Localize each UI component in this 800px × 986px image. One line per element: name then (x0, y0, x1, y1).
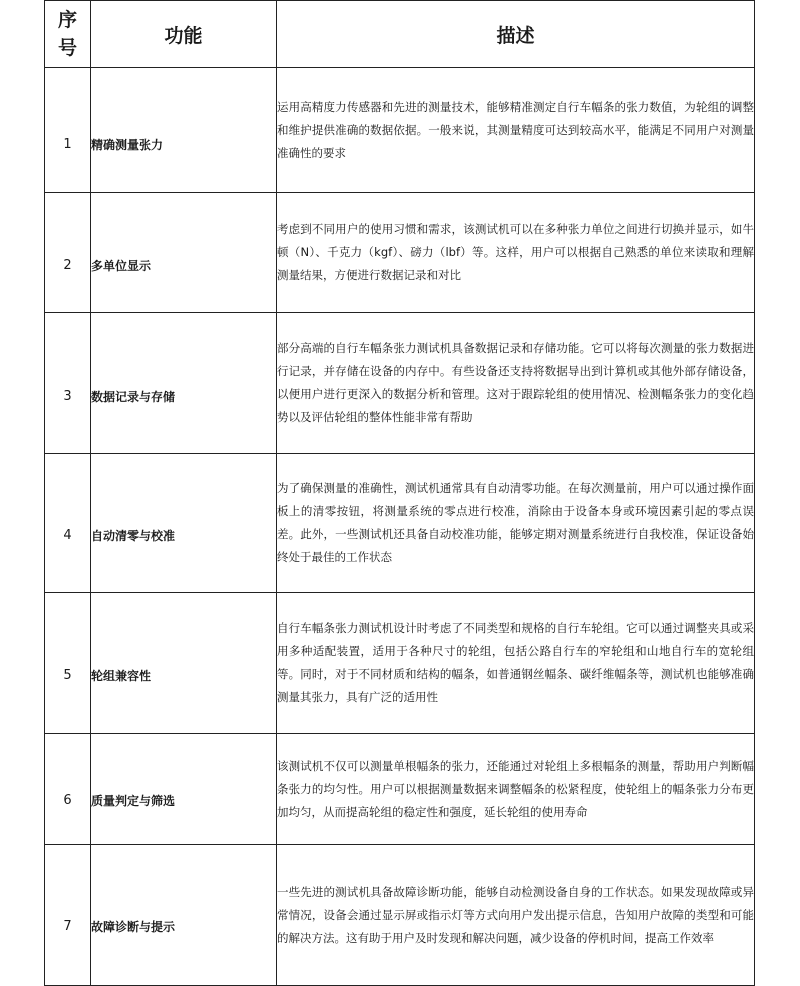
row-function: 自动清零与校准 (91, 454, 277, 593)
feature-table (44, 0, 755, 986)
table-row (45, 313, 755, 454)
row-description: 考虑到不同用户的使用习惯和需求，该测试机可以在多种张力单位之间进行切换并显示，如牛顿（N）、千克力（kgf）、磅力（lbf）等。这样，用户可以根据自己熟悉的单位来读取和理解测量结果，方便进行数据记录和对比 (277, 193, 755, 313)
header-no-line2: 号 (57, 37, 77, 59)
row-description: 部分高端的自行车幅条张力测试机具备数据记录和存储功能。它可以将每次测量的张力数据进行记录，并存储在设备的内存中。有些设备还支持将数据导出到计算机或其他外部存储设备，以便用户进行更深入的数据分析和管理。这对于跟踪轮组的使用情况、检测幅条张力的变化趋势以及评估轮组的整体性能非常有帮助 (277, 313, 755, 454)
header-function: 功能 (91, 1, 277, 68)
row-description: 一些先进的测试机具备故障诊断功能，能够自动检测设备自身的工作状态。如果发现故障或异常情况，设备会通过显示屏或指示灯等方式向用户发出提示信息，告知用户故障的类型和可能的解决方法。这有助于用户及时发现和解决问题，减少设备的停机时间，提高工作效率 (277, 845, 755, 986)
row-description: 自行车幅条张力测试机设计时考虑了不同类型和规格的自行车轮组。它可以通过调整夹具或采用多种适配装置，适用于各种尺寸的轮组，包括公路自行车的窄轮组和山地自行车的宽轮组等。同时，对于不同材质和结构的幅条，如普通钢丝幅条、碳纤维幅条等，测试机也能够准确测量其张力，具有广泛的适用性 (277, 593, 755, 734)
row-number: 5 (45, 593, 91, 734)
row-function: 精确测量张力 (91, 68, 277, 193)
row-function: 数据记录与存储 (91, 313, 277, 454)
table-header-row (45, 1, 755, 68)
table-row (45, 68, 755, 193)
row-number: 4 (45, 454, 91, 593)
row-number: 1 (45, 68, 91, 193)
row-number: 6 (45, 734, 91, 845)
row-function: 质量判定与筛选 (91, 734, 277, 845)
table-row (45, 845, 755, 986)
row-function: 多单位显示 (91, 193, 277, 313)
table-row (45, 193, 755, 313)
row-description: 该测试机不仅可以测量单根幅条的张力，还能通过对轮组上多根幅条的测量，帮助用户判断幅条张力的均匀性。用户可以根据测量数据来调整幅条的松紧程度，使轮组上的幅条张力分布更加均匀，从而提高轮组的稳定性和强度，延长轮组的使用寿命 (277, 734, 755, 845)
row-number: 7 (45, 845, 91, 986)
row-number: 2 (45, 193, 91, 313)
header-description: 描述 (277, 1, 755, 68)
table-row (45, 734, 755, 845)
row-number: 3 (45, 313, 91, 454)
header-no-line1: 序 (57, 9, 77, 31)
table-row (45, 593, 755, 734)
row-description: 为了确保测量的准确性，测试机通常具有自动清零功能。在每次测量前，用户可以通过操作面板上的清零按钮，将测量系统的零点进行校准，消除由于设备本身或环境因素引起的零点误差。此外，一些测试机还具备自动校准功能，能够定期对测量系统进行自我校准，保证设备始终处于最佳的工作状态 (277, 454, 755, 593)
header-no (45, 1, 91, 68)
row-function: 故障诊断与提示 (91, 845, 277, 986)
row-function: 轮组兼容性 (91, 593, 277, 734)
row-description: 运用高精度力传感器和先进的测量技术，能够精准测定自行车幅条的张力数值，为轮组的调整和维护提供准确的数据依据。一般来说，其测量精度可达到较高水平，能满足不同用户对测量准确性的要求 (277, 68, 755, 193)
table-row (45, 454, 755, 593)
